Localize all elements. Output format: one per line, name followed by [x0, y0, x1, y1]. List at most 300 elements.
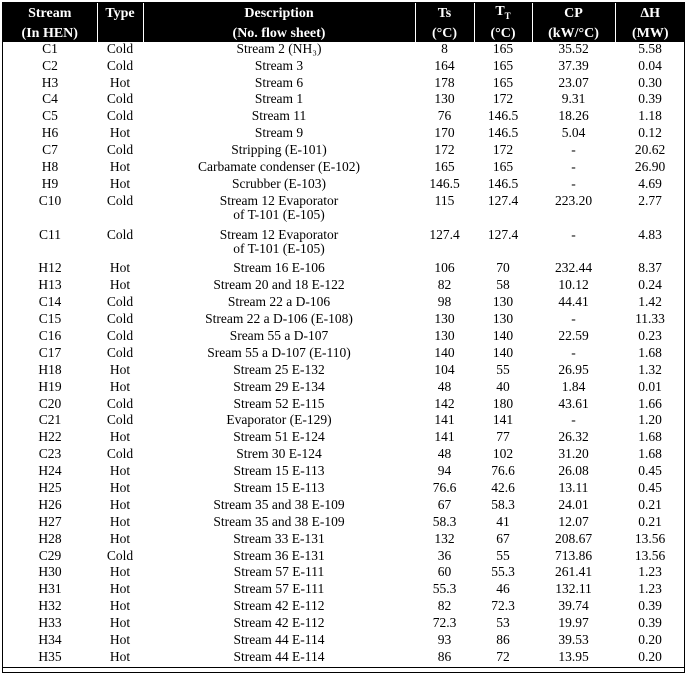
- cell-cp: 22.59: [558, 327, 589, 343]
- cell-cp: 10.12: [558, 277, 589, 293]
- cell-ts: 58.3: [432, 513, 457, 529]
- cell-ts: 72.3: [432, 615, 457, 631]
- cell-dh: 13.56: [634, 547, 666, 563]
- cell-stream: C2: [42, 57, 58, 73]
- table-row: [3, 599, 685, 616]
- cell-tt: 58: [496, 277, 510, 293]
- cell-dh: 0.21: [638, 496, 662, 512]
- cell-dh: 0.20: [615, 650, 685, 667]
- cell-type: Cold: [106, 294, 134, 310]
- table-row: [3, 430, 685, 447]
- cell-dh: 0.45: [638, 463, 662, 479]
- cell-stream: C29: [38, 547, 62, 563]
- cell-cp: 9.31: [561, 91, 586, 107]
- cell-ts: 48: [437, 378, 452, 394]
- cell-description: Stream 25 E-132: [233, 361, 325, 377]
- table-body: [3, 42, 685, 667]
- cell-description: Sream 55 a D-107: [229, 327, 329, 343]
- header-type-sub: [97, 25, 143, 42]
- cell-dh: 1.68: [638, 446, 662, 462]
- cell-stream: H9: [41, 175, 59, 191]
- cell-stream: H31: [38, 581, 62, 597]
- header-tt-sub: T: [504, 10, 511, 21]
- cell-stream: C20: [38, 395, 62, 411]
- cell-dh: 1.23: [638, 564, 662, 580]
- table-row: [3, 109, 685, 126]
- cell-cp: 26.08: [558, 463, 589, 479]
- cell-tt: 55: [496, 361, 510, 377]
- cell-tt: 165: [492, 40, 514, 56]
- cell-cp: 44.41: [558, 294, 589, 310]
- cell-tt: 140: [492, 327, 514, 343]
- cell-dh: 1.68: [638, 344, 662, 360]
- cell-description: Stream 42 E-112: [233, 615, 325, 631]
- cell-cp: 19.97: [558, 615, 589, 631]
- cell-description: Stream 36 E-131: [233, 547, 325, 563]
- header-description: Description: [143, 3, 415, 25]
- cell-ts: 178: [434, 74, 455, 90]
- cell-dh: 4.69: [638, 175, 662, 191]
- cell-dh: 2.77: [638, 192, 662, 208]
- cell-tt: 165: [492, 159, 514, 175]
- cell-type: Hot: [109, 598, 131, 614]
- table-row: [3, 650, 685, 667]
- table-row: [3, 295, 685, 312]
- table-row: [3, 532, 685, 549]
- table-row: [3, 464, 685, 481]
- cell-tt: 127.4: [487, 226, 519, 242]
- table-row: [3, 42, 685, 59]
- cell-tt: 140: [492, 344, 514, 360]
- cell-cp: 12.07: [558, 513, 589, 529]
- cell-description: Stream 20 and 18 E-122: [213, 277, 345, 293]
- cell-tt: 77: [496, 429, 510, 445]
- table-row: [3, 498, 685, 515]
- header-row-1: [3, 3, 685, 25]
- cell-description: Stream 2 (NH₃): [236, 40, 322, 56]
- cell-description: [143, 194, 415, 228]
- cell-ts: 130: [434, 327, 455, 343]
- cell-type: Cold: [106, 412, 134, 428]
- cell-dh: 1.20: [638, 412, 662, 428]
- cell-tt: 55: [496, 547, 510, 563]
- cell-tt: 40: [496, 378, 510, 394]
- cell-cp: 24.01: [558, 496, 589, 512]
- cell-dh: 13.56: [634, 530, 666, 546]
- cell-ts: 82: [437, 277, 452, 293]
- cell-description: Carbamate condenser (E-102): [198, 159, 360, 175]
- cell-ts: 86: [415, 650, 474, 667]
- table-row: [3, 261, 685, 278]
- cell-type: Hot: [109, 429, 131, 445]
- cell-type: Cold: [106, 192, 134, 208]
- cell-tt: 42.6: [491, 479, 515, 495]
- cell-cp: -: [571, 344, 576, 360]
- cell-tt: 67: [496, 530, 510, 546]
- cell-description: Stream 33 E-131: [233, 530, 325, 546]
- header-stream-sub: (In HEN): [3, 25, 97, 42]
- cell-type: Hot: [109, 74, 131, 90]
- cell-ts: 104: [434, 361, 455, 377]
- cell-dh: 0.01: [638, 378, 662, 394]
- table-row: [3, 194, 685, 228]
- cell-tt: 70: [496, 260, 510, 276]
- cell-dh: 0.12: [638, 125, 662, 141]
- cell-ts: 165: [434, 159, 455, 175]
- table-row: [3, 76, 685, 93]
- cell-cp: 39.53: [558, 632, 589, 647]
- cell-description: Stream 22 a D-106 (E-108): [205, 311, 353, 327]
- table-row: [3, 481, 685, 498]
- cell-cp: 261.41: [554, 564, 593, 580]
- cell-cp: 35.52: [558, 40, 589, 56]
- table-row: [3, 397, 685, 414]
- cell-stream: C5: [42, 108, 58, 124]
- cell-ts: 94: [437, 463, 452, 479]
- cell-cp: 31.20: [558, 446, 589, 462]
- cell-type: Cold: [106, 142, 134, 158]
- cell-dh: 1.42: [638, 294, 662, 310]
- cell-ts: 170: [434, 125, 455, 141]
- cell-stream: H6: [41, 125, 59, 141]
- cell-stream: H27: [38, 513, 62, 529]
- cell-cp: -: [571, 226, 576, 242]
- cell-dh: 8.37: [638, 260, 662, 276]
- cell-stream: H35: [3, 650, 97, 667]
- cell-dh: 11.33: [635, 311, 665, 327]
- cell-stream: C7: [42, 142, 58, 158]
- cell-type: Hot: [109, 581, 131, 597]
- cell-description: Stripping (E-101): [231, 142, 327, 158]
- cell-description: Stream 15 E-113: [233, 463, 325, 479]
- cell-tt: 146.5: [487, 175, 519, 191]
- table-row: [3, 329, 685, 346]
- cell-tt: 130: [492, 311, 514, 327]
- cell-tt: 86: [496, 632, 510, 647]
- header-dh-unit: (MW): [615, 25, 685, 42]
- table-row: [3, 59, 685, 76]
- table-row: [3, 177, 685, 194]
- cell-ts: 127.4: [429, 226, 460, 242]
- cell-ts: 141: [434, 429, 455, 445]
- cell-type: Hot: [97, 650, 143, 667]
- cell-cp: -: [571, 412, 576, 428]
- cell-stream: C1: [42, 40, 58, 56]
- cell-description: Stream 35 and 38 E-109: [213, 496, 345, 512]
- cell-ts: 48: [437, 446, 452, 462]
- cell-cp: 43.61: [558, 395, 589, 411]
- cell-cp: 208.67: [554, 530, 593, 546]
- cell-dh: 1.18: [638, 108, 662, 124]
- table-row: [3, 160, 685, 177]
- cell-ts: 164: [434, 57, 455, 73]
- cell-type: Hot: [109, 277, 131, 293]
- cell-description: Stream 15 E-113: [233, 479, 325, 495]
- cell-tt: 146.5: [487, 125, 519, 141]
- cell-stream: C16: [38, 327, 62, 343]
- cell-ts: 60: [437, 564, 452, 580]
- cell-tt: 102: [492, 446, 514, 462]
- cell-stream: H34: [38, 632, 62, 647]
- cell-type: Hot: [109, 361, 131, 377]
- table-row: [3, 228, 685, 262]
- cell-ts: 76.6: [432, 479, 457, 495]
- cell-description-line-2: of T-101 (E-105): [233, 240, 325, 256]
- table-header: [3, 3, 685, 42]
- cell-dh: 0.23: [638, 327, 662, 343]
- cell-description: Stream 29 E-134: [233, 378, 325, 394]
- cell-cp: 26.95: [558, 361, 589, 377]
- cell-dh: 0.04: [638, 57, 662, 73]
- cell-dh: 1.66: [638, 395, 662, 411]
- cell-dh: 0.39: [638, 91, 662, 107]
- cell-description: Evaporator (E-129): [226, 412, 332, 428]
- cell-cp: 13.95: [532, 650, 615, 667]
- cell-cp: 26.32: [558, 429, 589, 445]
- cell-type: Hot: [109, 632, 131, 647]
- cell-type: Hot: [109, 260, 131, 276]
- cell-stream: H13: [38, 277, 62, 293]
- cell-dh: 20.62: [634, 142, 666, 158]
- cell-type: Hot: [109, 175, 131, 191]
- cell-description: [143, 228, 415, 262]
- cell-cp: 232.44: [554, 260, 593, 276]
- cell-type: Hot: [109, 513, 131, 529]
- table-row: [3, 565, 685, 582]
- cell-type: Cold: [106, 108, 134, 124]
- cell-tt: 72.3: [491, 598, 515, 614]
- cell-dh: 1.68: [638, 429, 662, 445]
- cell-description: Stream 51 E-124: [233, 429, 325, 445]
- cell-ts: 130: [434, 311, 455, 327]
- cell-cp: -: [571, 159, 576, 175]
- cell-description-line-1: Stream 12 Evaporator: [219, 192, 339, 208]
- cell-description: Stream 42 E-112: [233, 598, 325, 614]
- table-row: [3, 92, 685, 109]
- cell-tt: 53: [496, 615, 510, 631]
- cell-description: Stream 44 E-114: [233, 632, 325, 647]
- cell-stream: C15: [38, 311, 62, 327]
- header-ts: Ts: [415, 3, 474, 25]
- table-row: [3, 126, 685, 143]
- cell-stream: H12: [38, 260, 62, 276]
- header-stream: Stream: [3, 3, 97, 25]
- cell-ts: 130: [434, 91, 455, 107]
- header-description-sub: (No. flow sheet): [143, 25, 415, 42]
- cell-type: Hot: [109, 479, 131, 495]
- cell-cp: 713.86: [554, 547, 593, 563]
- cell-type: Cold: [106, 91, 134, 107]
- cell-description: Stream 44 E-114: [143, 650, 415, 667]
- cell-ts: 55.3: [432, 581, 457, 597]
- cell-type: Hot: [109, 530, 131, 546]
- cell-type: Cold: [106, 57, 134, 73]
- header-tt-unit: (°C): [474, 25, 532, 42]
- cell-description: Sream 55 a D-107 (E-110): [207, 344, 351, 360]
- cell-ts: 172: [434, 142, 455, 158]
- cell-tt: 58.3: [491, 496, 515, 512]
- cell-ts: 36: [437, 547, 452, 563]
- cell-tt: 41: [496, 513, 510, 529]
- stream-data-table: [3, 3, 685, 668]
- table-row: [3, 312, 685, 329]
- cell-dh: 0.30: [638, 74, 662, 90]
- table-row: [3, 447, 685, 464]
- cell-cp: 223.20: [554, 192, 593, 208]
- table-row: [3, 633, 685, 650]
- cell-stream: H25: [38, 479, 62, 495]
- cell-description: Stream 11: [251, 108, 307, 124]
- table-row: [3, 346, 685, 363]
- cell-ts: 67: [437, 496, 452, 512]
- cell-description: Stream 9: [254, 125, 304, 141]
- cell-stream: C17: [38, 344, 62, 360]
- cell-ts: 8: [441, 40, 448, 56]
- cell-stream: C4: [42, 91, 58, 107]
- cell-tt: 172: [492, 142, 514, 158]
- cell-description: Stream 57 E-111: [233, 564, 325, 580]
- cell-type: Cold: [106, 311, 134, 327]
- cell-stream: H3: [41, 74, 59, 90]
- cell-type: Cold: [106, 446, 134, 462]
- cell-type: Cold: [106, 327, 134, 343]
- cell-stream: H26: [38, 496, 62, 512]
- cell-tt: 180: [492, 395, 514, 411]
- cell-description: Stream 35 and 38 E-109: [213, 513, 345, 529]
- cell-stream: H22: [38, 429, 62, 445]
- cell-cp: 23.07: [558, 74, 589, 90]
- header-tt-main: T: [495, 4, 505, 19]
- cell-description: Stream 6: [254, 74, 304, 90]
- table-row: [3, 413, 685, 430]
- cell-dh: 0.39: [638, 615, 662, 631]
- cell-description: Stream 1: [254, 91, 304, 107]
- cell-stream: H18: [38, 361, 62, 377]
- cell-tt: 55.3: [491, 564, 515, 580]
- cell-dh: 0.20: [638, 632, 662, 647]
- cell-cp: -: [571, 311, 576, 327]
- cell-tt: 165: [492, 57, 514, 73]
- cell-type: Cold: [106, 547, 134, 563]
- cell-description-line-1: Stream 12 Evaporator: [219, 226, 339, 242]
- table-row: [3, 278, 685, 295]
- table-row: [3, 380, 685, 397]
- cell-stream: H19: [38, 378, 62, 394]
- cell-ts: 76: [437, 108, 452, 124]
- table-row: [3, 143, 685, 160]
- cell-stream: H8: [41, 159, 59, 175]
- cell-type: Cold: [106, 226, 134, 242]
- cell-ts: 98: [437, 294, 452, 310]
- cell-dh: 0.45: [638, 479, 662, 495]
- cell-tt: 46: [496, 581, 510, 597]
- cell-description: Stream 16 E-106: [233, 260, 325, 276]
- table-row: [3, 515, 685, 532]
- cell-dh: 26.90: [634, 159, 666, 175]
- cell-tt: 127.4: [487, 192, 519, 208]
- cell-dh: 1.32: [638, 361, 662, 377]
- cell-ts: 115: [434, 192, 455, 208]
- cell-description: Stream 57 E-111: [233, 581, 325, 597]
- cell-description: Stream 22 a D-106: [227, 294, 331, 310]
- cell-description: Scrubber (E-103): [231, 175, 327, 191]
- cell-ts: 141: [434, 412, 455, 428]
- cell-stream: H32: [38, 598, 62, 614]
- cell-type: Hot: [109, 463, 131, 479]
- cell-description: Stream 3: [254, 57, 304, 73]
- cell-description-line-2: of T-101 (E-105): [233, 206, 325, 222]
- table-row: [3, 616, 685, 633]
- cell-type: Cold: [106, 344, 134, 360]
- header-ts-unit: (°C): [415, 25, 474, 42]
- cell-description: Stream 52 E-115: [233, 395, 325, 411]
- cell-type: Cold: [106, 40, 134, 56]
- cell-type: Hot: [109, 378, 131, 394]
- cell-stream: C14: [38, 294, 62, 310]
- cell-cp: 39.74: [558, 598, 589, 614]
- cell-type: Hot: [109, 496, 131, 512]
- cell-stream: C10: [38, 192, 62, 208]
- cell-type: Hot: [109, 125, 131, 141]
- cell-cp: 13.11: [558, 479, 589, 495]
- cell-tt: 141: [492, 412, 514, 428]
- cell-cp: 1.84: [561, 378, 586, 394]
- cell-stream: C11: [38, 226, 61, 242]
- cell-dh: 0.24: [638, 277, 662, 293]
- table-row: [3, 363, 685, 380]
- cell-stream: H30: [38, 564, 62, 580]
- cell-ts: 140: [434, 344, 455, 360]
- cell-cp: 132.11: [555, 581, 592, 597]
- header-row-2: [3, 25, 685, 42]
- cell-ts: 146.5: [429, 175, 460, 191]
- cell-ts: 132: [434, 530, 455, 546]
- header-dh: ΔH: [615, 3, 685, 25]
- cell-stream: H24: [38, 463, 62, 479]
- cell-dh: 4.83: [638, 226, 662, 242]
- cell-ts: 106: [434, 260, 455, 276]
- table-row: [3, 582, 685, 599]
- cell-ts: 93: [437, 632, 452, 647]
- cell-tt: 72: [474, 650, 532, 667]
- cell-tt: 165: [492, 74, 514, 90]
- header-cp-unit: (kW/°C): [532, 25, 615, 42]
- cell-cp: 5.04: [561, 125, 586, 141]
- cell-stream: H28: [38, 530, 62, 546]
- cell-cp: 37.39: [558, 57, 589, 73]
- cell-ts: 82: [437, 598, 452, 614]
- header-tt: [474, 3, 532, 25]
- header-cp: CP: [532, 3, 615, 25]
- cell-ts: 142: [434, 395, 455, 411]
- cell-cp: 18.26: [558, 108, 589, 124]
- cell-stream: C21: [38, 412, 62, 428]
- cell-stream: H33: [38, 615, 62, 631]
- cell-type: Cold: [106, 395, 134, 411]
- cell-stream: C23: [38, 446, 62, 462]
- cell-cp: -: [571, 142, 576, 158]
- cell-tt: 130: [492, 294, 514, 310]
- cell-type: Hot: [109, 615, 131, 631]
- cell-dh: 0.39: [638, 598, 662, 614]
- cell-type: Hot: [109, 159, 131, 175]
- table-row: [3, 549, 685, 566]
- cell-cp: -: [571, 175, 576, 191]
- cell-dh: 0.21: [638, 513, 662, 529]
- header-type: Type: [97, 3, 143, 25]
- cell-dh: 5.58: [638, 40, 662, 56]
- cell-tt: 146.5: [487, 108, 519, 124]
